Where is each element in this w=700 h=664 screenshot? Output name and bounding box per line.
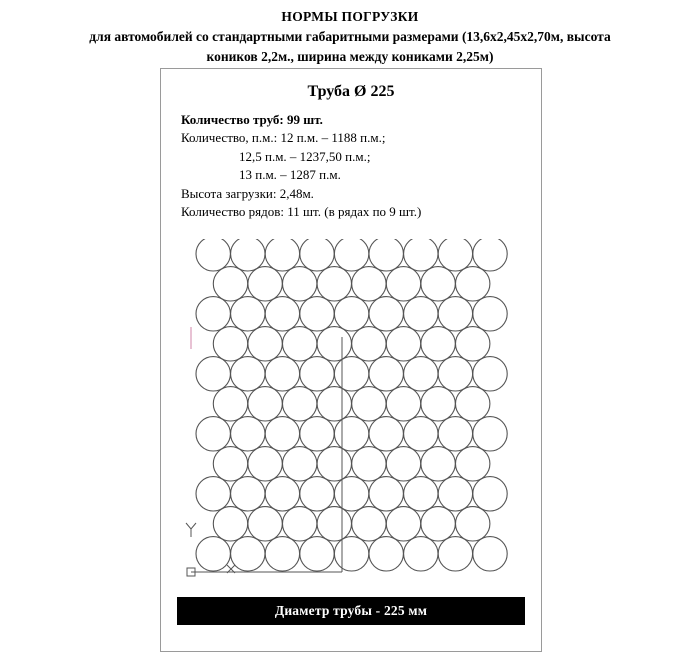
pipe-circle <box>334 357 368 391</box>
pipe-circle <box>369 239 403 271</box>
pipe-circle <box>283 507 317 541</box>
loading-norms-document <box>0 8 700 664</box>
pipe-circle <box>334 417 368 451</box>
pipe-circle <box>352 267 386 301</box>
pipe-circle <box>386 507 420 541</box>
pipe-circle <box>456 447 490 481</box>
pipe-circle <box>265 537 299 571</box>
pipe-circle <box>248 507 282 541</box>
pipe-circle <box>265 239 299 271</box>
spec-item-quantity: Количество труб: 99 шт. <box>181 112 323 127</box>
pipe-circle <box>283 327 317 361</box>
pipe-circle <box>231 297 265 331</box>
pipe-circle <box>317 387 351 421</box>
pipe-circle <box>265 297 299 331</box>
pipe-circle <box>300 477 334 511</box>
pipe-circle <box>352 327 386 361</box>
pipe-circle <box>213 327 247 361</box>
pipe-circle <box>265 417 299 451</box>
pipe-circle <box>283 267 317 301</box>
pipe-circle <box>248 267 282 301</box>
pipe-circle <box>473 477 507 511</box>
pipe-circle <box>317 507 351 541</box>
pipe-circle <box>283 387 317 421</box>
pipe-circle <box>456 387 490 421</box>
pipe-circle <box>334 239 368 271</box>
pipe-circle <box>248 447 282 481</box>
pipe-circle <box>386 387 420 421</box>
pipe-circle <box>248 387 282 421</box>
pipe-circle <box>196 357 230 391</box>
pipe-circle <box>386 267 420 301</box>
panel-title: Труба Ø 225 <box>307 83 395 100</box>
pipe-stack-diagram <box>161 239 543 589</box>
pipe-circle <box>300 417 334 451</box>
spec-item-meters-13: 13 п.м. – 1287 п.м. <box>239 167 341 183</box>
pipe-circle <box>231 537 265 571</box>
diagram-origin-marker <box>186 523 235 576</box>
pipe-circle <box>421 327 455 361</box>
pipe-circle <box>404 239 438 271</box>
pipe-circle <box>438 297 472 331</box>
pipe-circle <box>248 327 282 361</box>
pipe-circle <box>283 447 317 481</box>
pipe-circle <box>369 537 403 571</box>
pipe-circle <box>213 267 247 301</box>
pipe-circle <box>265 477 299 511</box>
pipe-circle <box>231 239 265 271</box>
pipe-circle <box>438 417 472 451</box>
pipe-circle <box>421 507 455 541</box>
pipe-circle <box>421 267 455 301</box>
pipe-circle <box>404 357 438 391</box>
pipe-circle <box>456 507 490 541</box>
pipe-circle <box>438 357 472 391</box>
pipe-circle <box>404 417 438 451</box>
pipe-circle <box>456 267 490 301</box>
pipe-circle <box>473 239 507 271</box>
pipe-circle <box>473 357 507 391</box>
pipe-circle <box>473 417 507 451</box>
pipe-circle <box>438 477 472 511</box>
spec-item-rows: Количество рядов: 11 шт. (в рядах по 9 шт.) <box>181 204 422 220</box>
spec-list <box>181 111 541 222</box>
pipe-circle <box>196 297 230 331</box>
pipe-circle <box>369 297 403 331</box>
pipe-circle <box>404 297 438 331</box>
pipe-circle <box>334 537 368 571</box>
spec-item-meters-12: Количество, п.м.: 12 п.м. – 1188 п.м.; <box>181 130 386 146</box>
pipe-circle <box>421 387 455 421</box>
pipe-circle <box>334 477 368 511</box>
pipe-circle <box>196 239 230 271</box>
pipe-circle <box>352 447 386 481</box>
spec-item-load-height: Высота загрузки: 2,48м. <box>181 185 314 201</box>
pipe-circle <box>404 537 438 571</box>
pipe-circle <box>213 507 247 541</box>
page-subtitle-line-2: коников 2,2м., ширина между кониками 2,25м) <box>206 49 494 65</box>
pipe-circle <box>473 297 507 331</box>
pipe-circle <box>300 239 334 271</box>
pipe-circle <box>473 537 507 571</box>
pipe-circle <box>196 417 230 451</box>
pipe-stack-svg <box>161 239 543 589</box>
pipe-circle <box>231 357 265 391</box>
pipe-circle <box>352 507 386 541</box>
pipe-circle <box>300 357 334 391</box>
pipe-circle <box>317 267 351 301</box>
pipe-circle <box>369 417 403 451</box>
pipe-circle <box>231 417 265 451</box>
pipe-circle <box>196 537 230 571</box>
pipe-circle <box>317 327 351 361</box>
pipe-circle <box>352 387 386 421</box>
pipe-circle <box>369 477 403 511</box>
pipe-circle <box>196 477 230 511</box>
pipe-circle <box>404 477 438 511</box>
pipe-circle <box>438 239 472 271</box>
pipe-circle <box>386 327 420 361</box>
pipe-spec-panel <box>160 68 542 652</box>
page-title: НОРМЫ ПОГРУЗКИ <box>281 9 419 24</box>
page-subtitle-line-1: для автомобилей со стандартными габаритными размерами (13,6х2,45х2,70м, высота <box>89 29 611 45</box>
pipe-circle <box>438 537 472 571</box>
pipe-circle <box>300 297 334 331</box>
pipe-circle <box>213 387 247 421</box>
pipe-circle <box>456 327 490 361</box>
pipe-circle <box>386 447 420 481</box>
pipe-circle <box>300 537 334 571</box>
pipe-circle <box>334 297 368 331</box>
spec-item-meters-12-5: 12,5 п.м. – 1237,50 п.м.; <box>239 148 371 164</box>
pipe-circle <box>421 447 455 481</box>
pipe-circle <box>265 357 299 391</box>
pipe-diameter-footer: Диаметр трубы - 225 мм <box>177 597 525 625</box>
pipe-circle <box>317 447 351 481</box>
pipe-circle <box>369 357 403 391</box>
pipe-circle <box>231 477 265 511</box>
pipe-circle <box>213 447 247 481</box>
